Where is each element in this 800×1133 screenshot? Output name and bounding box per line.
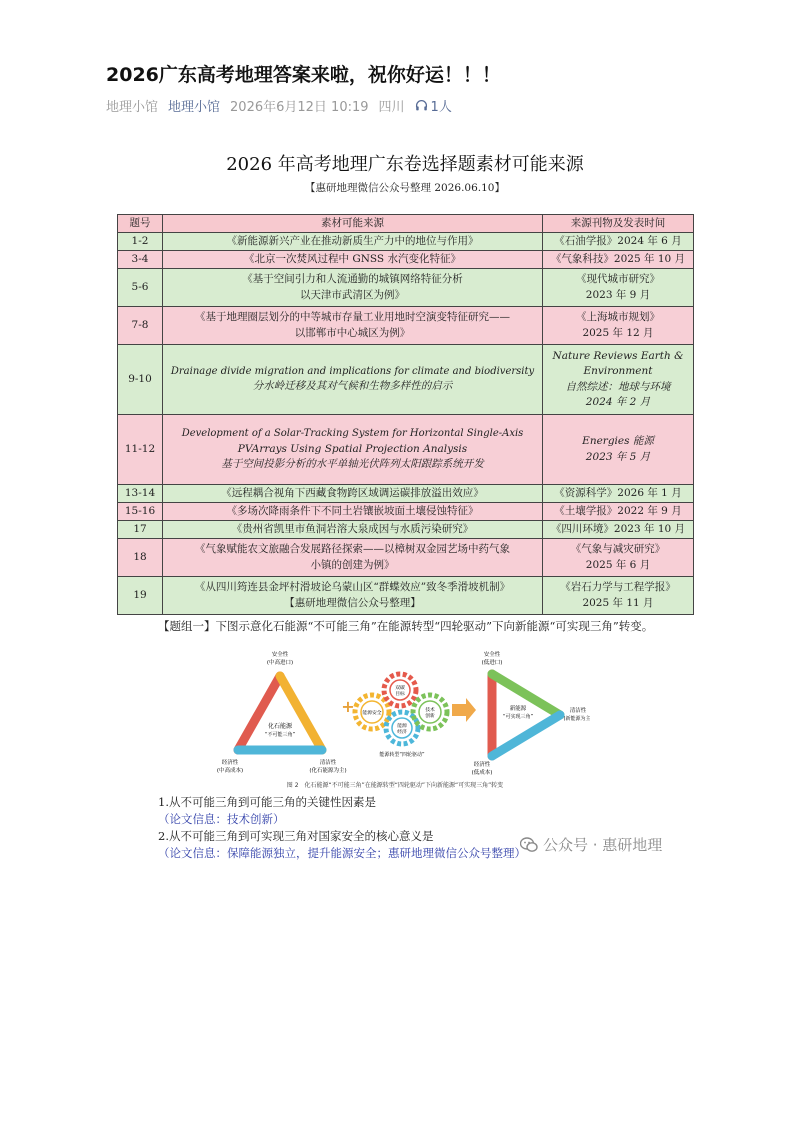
row-publication bbox=[543, 577, 694, 615]
row-number: 19 bbox=[118, 577, 163, 615]
row-publication bbox=[543, 345, 694, 415]
watermark-text: 公众号 · 惠研地理 bbox=[543, 836, 663, 854]
triangle-edge-bottom bbox=[492, 715, 560, 756]
pub-line: 《现代城市研究》 bbox=[576, 273, 660, 286]
pub-line: 2025 年 12 月 bbox=[582, 326, 654, 339]
arrow-right-icon bbox=[452, 698, 476, 722]
pub-line: 2023 年 5 月 bbox=[585, 450, 651, 463]
row-number: 3-4 bbox=[118, 251, 163, 269]
impossible-triangle bbox=[217, 650, 347, 774]
left-top-label-2: (中高进口) bbox=[266, 660, 294, 666]
pub-line: 《资源科学》2026 年 1 月 bbox=[554, 486, 682, 499]
row-source bbox=[163, 269, 543, 307]
triangle-edge-left bbox=[238, 676, 280, 750]
left-bottom-left-label-2: (中高成本) bbox=[216, 768, 244, 774]
gears-caption: 能源转型“四轮驱动” bbox=[379, 752, 425, 758]
right-right-label-2: (新能源为主) bbox=[563, 716, 590, 722]
row-source bbox=[163, 485, 543, 503]
row-number: 13-14 bbox=[118, 485, 163, 503]
right-top-label-2: (低进口) bbox=[481, 660, 503, 666]
row-publication bbox=[543, 415, 694, 485]
table-row bbox=[118, 485, 694, 503]
pub-line: 《上海城市规划》 bbox=[576, 311, 660, 324]
row-source bbox=[163, 233, 543, 251]
table-row bbox=[118, 345, 694, 415]
document-title: 2026 年高考地理广东卷选择题素材可能来源 bbox=[226, 154, 584, 175]
source-table bbox=[117, 214, 694, 615]
figure-diagram bbox=[200, 648, 590, 780]
source-line: 《气象赋能农文旅融合发展路径探索——以樟树双金园艺场中药气象 bbox=[195, 543, 510, 556]
pub-line: Energies 能源 bbox=[582, 435, 654, 448]
row-publication bbox=[543, 269, 694, 307]
wechat-icon bbox=[520, 837, 538, 853]
table-row bbox=[118, 577, 694, 615]
source-line: 以邯郸市中心城区为例》 bbox=[294, 326, 411, 339]
listen-count: 1人 bbox=[430, 100, 452, 115]
table-row bbox=[118, 521, 694, 539]
pub-line: Environment bbox=[583, 365, 653, 378]
table-row bbox=[118, 415, 694, 485]
row-source bbox=[163, 539, 543, 577]
source-line: 基于空间投影分析的水平单轴光伏阵列太阳跟踪系统开发 bbox=[221, 457, 484, 470]
header-source: 素材可能来源 bbox=[163, 215, 543, 233]
table-row bbox=[118, 251, 694, 269]
pub-line: 《石油学报》2024 年 6 月 bbox=[554, 234, 682, 247]
row-number: 5-6 bbox=[118, 269, 163, 307]
source-line: 《北京一次焚风过程中 GNSS 水汽变化特征》 bbox=[244, 252, 461, 265]
row-publication bbox=[543, 485, 694, 503]
source-line: Development of a Solar-Tracking System for Horizontal Single-Axis bbox=[181, 428, 524, 440]
pub-line: 2024 年 2 月 bbox=[585, 395, 651, 408]
right-right-label-1: 清洁性 bbox=[569, 708, 587, 714]
question-group-intro: 【题组一】下图示意化石能源“不可能三角”在能源转型“四轮驱动”下向新能源“可实现三角”转变。 bbox=[158, 619, 654, 633]
row-publication bbox=[543, 307, 694, 345]
watermark bbox=[520, 834, 662, 855]
header-number: 题号 bbox=[118, 215, 163, 233]
source-line: Drainage divide migration and implications for climate and biodiversity bbox=[170, 365, 535, 377]
pub-line: Nature Reviews Earth & bbox=[552, 350, 684, 363]
left-bottom-left-label-1: 经济性 bbox=[221, 760, 239, 766]
table-row bbox=[118, 269, 694, 307]
gear-label: 经济 bbox=[397, 730, 407, 735]
table-row bbox=[118, 539, 694, 577]
article-meta bbox=[106, 96, 472, 115]
source-line: 《基于空间引力和人流通勤的城镇网络特征分析 bbox=[242, 273, 463, 286]
row-publication bbox=[543, 233, 694, 251]
row-number: 7-8 bbox=[118, 307, 163, 345]
left-top-label-1: 安全性 bbox=[271, 652, 289, 658]
answer-2: （论文信息：保障能源独立，提升能源安全；惠研地理微信公众号整理） bbox=[158, 846, 526, 860]
table-header-row bbox=[118, 215, 694, 233]
row-publication bbox=[543, 539, 694, 577]
row-source bbox=[163, 251, 543, 269]
pub-line: 《气象与减灾研究》 bbox=[570, 543, 666, 556]
pub-line: 《土壤学报》2022 年 9 月 bbox=[554, 504, 682, 517]
pub-line: 2023 年 9 月 bbox=[585, 288, 651, 301]
document-subtitle: 【惠研地理微信公众号整理 2026.06.10】 bbox=[305, 182, 505, 194]
meta-datetime: 2026年6月12日 10:19 bbox=[230, 100, 369, 115]
meta-author-link[interactable]: 地理小馆 bbox=[168, 100, 221, 115]
source-line: 《远程耦合视角下西藏食物跨区域调运碳排放溢出效应》 bbox=[221, 486, 484, 499]
pub-line: 2025 年 11 月 bbox=[582, 596, 654, 609]
row-source bbox=[163, 521, 543, 539]
row-source bbox=[163, 415, 543, 485]
source-line: 《贵州省凯里市鱼洞岩溶大泉成因与水质污染研究》 bbox=[231, 522, 474, 535]
source-line: 《多场次降雨条件下不同土岩镶嵌坡面土壤侵蚀特征》 bbox=[226, 504, 479, 517]
table-row bbox=[118, 307, 694, 345]
left-bottom-right-label-2: (化石能源为主) bbox=[309, 768, 347, 774]
answer-1: （论文信息：技术创新） bbox=[158, 812, 285, 826]
gear-label: 能源安全 bbox=[362, 711, 382, 716]
row-source bbox=[163, 577, 543, 615]
left-center-label-2: “不可能三角” bbox=[264, 732, 296, 738]
source-line: 分水岭迁移及其对气候和生物多样性的启示 bbox=[252, 380, 453, 393]
energy-triangle-figure bbox=[200, 648, 590, 793]
row-number: 1-2 bbox=[118, 233, 163, 251]
gear-label: 技术 bbox=[425, 708, 435, 713]
source-line: 《基于地理圈层划分的中等城市存量工业用地时空演变特征研究—— bbox=[195, 311, 510, 324]
source-line: 《新能源新兴产业在推动新质生产力中的地位与作用》 bbox=[226, 234, 479, 247]
listen-button[interactable] bbox=[415, 96, 462, 115]
source-line: 以天津市武清区为例》 bbox=[300, 288, 405, 301]
article-title: 2026广东高考地理答案来啦，祝你好运！！！ bbox=[106, 64, 501, 86]
row-number: 17 bbox=[118, 521, 163, 539]
source-line: 【惠研地理微信公众号整理】 bbox=[284, 596, 421, 609]
gear-label: 目标 bbox=[395, 692, 405, 697]
row-publication bbox=[543, 251, 694, 269]
achievable-triangle bbox=[472, 650, 590, 776]
row-source bbox=[163, 503, 543, 521]
right-bottom-label-2: (低成本) bbox=[471, 770, 493, 776]
table-row bbox=[118, 503, 694, 521]
pub-line: 自然综述：地球与环境 bbox=[565, 380, 671, 393]
right-center-label-2: “可实现三角” bbox=[502, 714, 534, 720]
right-top-label-1: 安全性 bbox=[483, 652, 501, 658]
pub-line: 《气象科技》2025 年 10 月 bbox=[550, 252, 686, 265]
table-row bbox=[118, 233, 694, 251]
gear-label: 创新 bbox=[425, 714, 435, 719]
pub-line: 《四川环境》2023 年 10 月 bbox=[550, 522, 686, 535]
left-center-label-1: 化石能源 bbox=[267, 723, 293, 730]
meta-source: 地理小馆 bbox=[106, 100, 159, 115]
row-number: 9-10 bbox=[118, 345, 163, 415]
row-number: 15-16 bbox=[118, 503, 163, 521]
headphones-icon bbox=[415, 99, 428, 112]
gear-label: 能源 bbox=[397, 724, 407, 729]
row-source bbox=[163, 345, 543, 415]
row-publication bbox=[543, 503, 694, 521]
header-publication: 来源刊物及发表时间 bbox=[543, 215, 694, 233]
pub-line: 2025 年 6 月 bbox=[585, 558, 651, 571]
row-number: 18 bbox=[118, 539, 163, 577]
figure-caption: 图 2 化石能源“不可能三角”在能源转型“四轮驱动”下向新能源“可实现三角”转变 bbox=[286, 782, 504, 789]
gear-label: 双碳 bbox=[395, 686, 405, 691]
question-2: 2.从不可能三角到可实现三角对国家安全的核心意义是 bbox=[158, 829, 434, 843]
meta-location: 四川 bbox=[378, 100, 405, 115]
pub-line: 《岩石力学与工程学报》 bbox=[560, 581, 676, 594]
source-line: 小镇的创建为例》 bbox=[310, 558, 395, 571]
four-wheel-drive-gears bbox=[355, 674, 447, 758]
source-line: PVArrays Using Spatial Projection Analysis bbox=[237, 442, 468, 455]
right-bottom-label-1: 经济性 bbox=[473, 762, 491, 768]
question-1: 1.从不可能三角到可能三角的关键性因素是 bbox=[158, 795, 376, 809]
row-publication bbox=[543, 521, 694, 539]
source-line: 《从四川筠连县金坪村滑坡论乌蒙山区“群蝶效应”致冬季滑坡机制》 bbox=[194, 581, 511, 594]
triangle-edge-right bbox=[280, 676, 322, 750]
right-center-label-1: 新能源 bbox=[509, 706, 527, 712]
left-bottom-right-label-1: 清洁性 bbox=[319, 760, 337, 766]
row-source bbox=[163, 307, 543, 345]
plus-icon: + bbox=[341, 697, 355, 716]
row-number: 11-12 bbox=[118, 415, 163, 485]
